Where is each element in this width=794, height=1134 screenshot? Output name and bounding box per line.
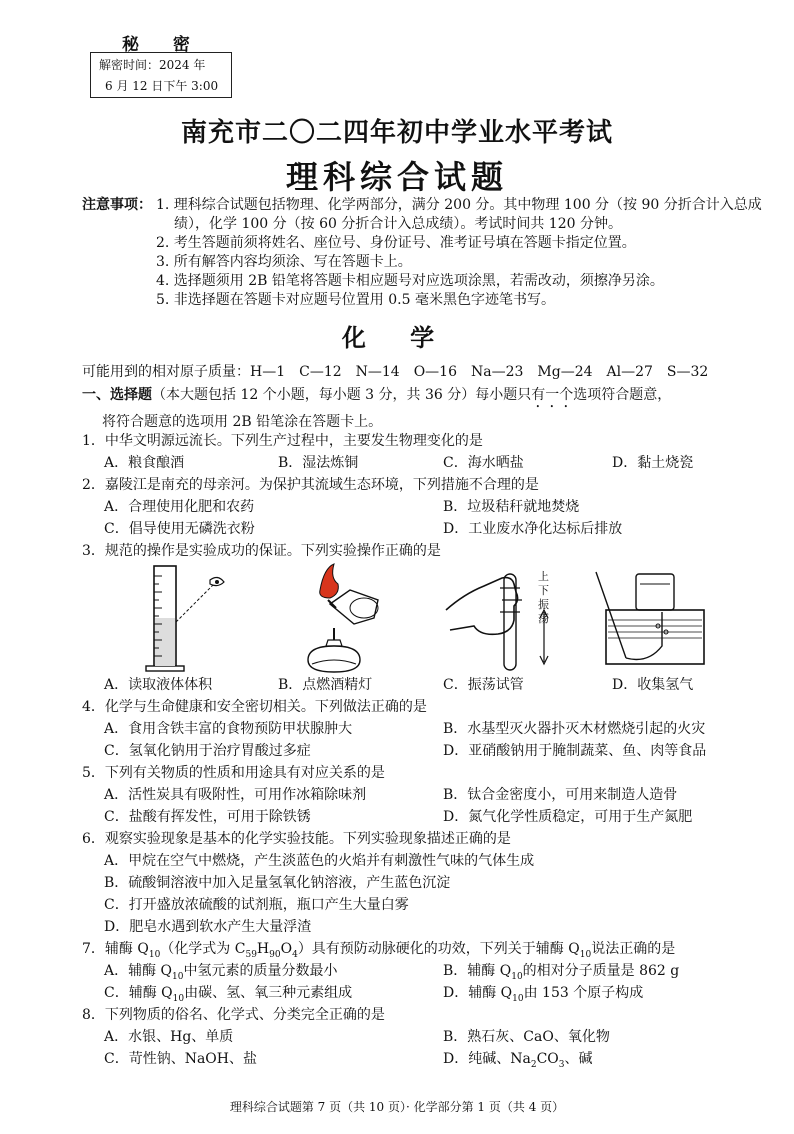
question-2-stem: 2．嘉陵江是南充的母亲河。为保护其流域生态环境，下列措施不合理的是 <box>82 477 539 493</box>
q2-option-d[interactable]: D．工业废水净化达标后排放 <box>443 521 623 537</box>
q1-option-b[interactable]: B．湿法炼铜 <box>278 455 359 471</box>
exam-title: 南充市二〇二四年初中学业水平考试 <box>180 118 613 148</box>
section-desc: （本大题包括 12 个小题，每小题 3 分，共 36 分）每小题只 <box>152 387 532 403</box>
q8-option-d[interactable] <box>443 1048 593 1076</box>
q4-option-d[interactable]: D．亚硝酸钠用于腌制蔬菜、鱼、肉等食品 <box>443 743 707 759</box>
q4-option-a[interactable]: A．食用含铁丰富的食物预防甲状腺肿大 <box>104 721 353 737</box>
q8-d-text: CO <box>536 1051 559 1067</box>
paper-title: 理科综合试题 <box>285 158 508 196</box>
question-5-stem: 5．下列有关物质的性质和用途具有对应关系的是 <box>82 765 385 781</box>
section-desc-end: 选项符合题意， <box>573 387 672 403</box>
notes-label: 注意事项： <box>82 197 152 213</box>
note-item: 4. 选择题须用 2B 铅笔将答题卡相应题号对应选项涂黑，若需改动，须擦净另涂。 <box>156 273 664 289</box>
q2-option-a[interactable]: A．合理使用化肥和农药 <box>104 499 255 515</box>
alcohol-lamp-figure <box>290 560 400 676</box>
q6-option-b[interactable]: B．硫酸铜溶液中加入足量氢氧化钠溶液，产生蓝色沉淀 <box>104 875 451 891</box>
q7-formula-part: O <box>280 941 293 957</box>
q8-option-c[interactable]: C．苛性钠、NaOH、盐 <box>104 1051 257 1067</box>
q3-option-a[interactable]: A．读取液体体积 <box>104 677 213 693</box>
subject-title: 化 学 <box>341 323 453 352</box>
question-4-stem: 4．化学与生命健康和安全密切相关。下列做法正确的是 <box>82 699 427 715</box>
q5-option-a[interactable]: A．活性炭具有吸附性，可用作冰箱除味剂 <box>104 787 367 803</box>
q7-c-text: 由碳、氢、氧三种元素组成 <box>184 985 353 1001</box>
q7-d-text: 由 153 个原子构成 <box>523 985 644 1001</box>
q1-option-a[interactable]: A．粮食酿酒 <box>104 455 185 471</box>
note-item: 5. 非选择题在答题卡对应题号位置用 0.5 毫米黑色字迹笔书写。 <box>156 292 555 308</box>
note-item: 1. 理科综合试题包括物理、化学两部分，满分 200 分。其中物理 100 分（按 90 分折合计入总成绩），化学 100 分（按 60 分折合计入总成绩）。考试时间共 120 分钟。 <box>156 197 762 232</box>
q7-stem-part: 说法正确的是 <box>591 941 676 957</box>
shake-label: 上下振荡 <box>538 570 549 625</box>
q8-d-text: 、碱 <box>564 1051 593 1067</box>
note-item: 3. 所有解答内容均须涂、写在答题卡上。 <box>156 254 412 270</box>
page-footer: 理科综合试题第 7 页（共 10 页）· 化学部分第 1 页（共 4 页） <box>229 1100 565 1114</box>
q7-b-text: 的相对分子质量是 862 g <box>522 963 680 979</box>
q7-subscript: 10 <box>579 949 592 960</box>
unseal-line-2: 6 月 12 日下午 3:00 <box>105 79 219 93</box>
q3-option-d[interactable]: D．收集氢气 <box>612 677 694 693</box>
q5-option-c[interactable]: C．盐酸有挥发性，可用于除铁锈 <box>104 809 311 825</box>
gas-collection-figure <box>588 568 708 676</box>
q8-subscript: 2 <box>530 1059 537 1070</box>
question-1-stem: 1．中华文明源远流长。下列生产过程中，主要发生物理变化的是 <box>82 433 483 449</box>
q6-option-a[interactable]: A．甲烷在空气中燃烧，产生淡蓝色的火焰并有刺激性气味的气体生成 <box>104 853 535 869</box>
q7-stem-part: （化学式为 C <box>160 941 246 957</box>
q7-stem-part: 7．辅酶 Q <box>82 941 149 957</box>
q8-option-a[interactable]: A．水银、Hg、单质 <box>104 1029 234 1045</box>
q7-subscript: 4 <box>292 949 298 960</box>
q7-subscript: 59 <box>245 949 257 960</box>
unseal-line-1: 解密时间：2024 年 <box>99 58 206 72</box>
unseal-time-box <box>90 52 232 98</box>
section-head: 一、选择题 <box>82 387 152 403</box>
q4-option-b[interactable]: B．水基型灭火器扑灭木材燃烧引起的火灾 <box>443 721 706 737</box>
q6-option-d[interactable]: D．肥皂水遇到软水产生大量浮渣 <box>104 919 312 935</box>
section-desc-line2: 将符合题意的选项用 2B 铅笔涂在答题卡上。 <box>102 414 383 430</box>
q7-subscript: 10 <box>148 949 161 960</box>
graduated-cylinder-figure <box>118 562 238 674</box>
secret-label: 秘 密 <box>122 35 204 55</box>
q2-option-b[interactable]: B．垃圾秸秆就地焚烧 <box>443 499 580 515</box>
question-6-stem: 6．观察实验现象是基本的化学实验技能。下列实验现象描述正确的是 <box>82 831 511 847</box>
q5-option-b[interactable]: B．钛合金密度小，可用来制造人造骨 <box>443 787 678 803</box>
q7-subscript: 90 <box>269 949 281 960</box>
q8-option-b[interactable]: B．熟石灰、CaO、氧化物 <box>443 1029 610 1045</box>
q7-subscript: 10 <box>172 993 185 1004</box>
q7-subscript: 10 <box>172 971 184 982</box>
q3-option-c[interactable]: C．振荡试管 <box>443 677 524 693</box>
q3-option-b[interactable]: B．点燃酒精灯 <box>278 677 373 693</box>
q7-c-text: C．辅酶 Q <box>104 985 173 1001</box>
q7-formula-part: H <box>256 941 270 957</box>
q6-option-c[interactable]: C．打开盛放浓硫酸的试剂瓶，瓶口产生大量白雾 <box>104 897 409 913</box>
q7-subscript: 10 <box>512 993 524 1004</box>
q4-option-c[interactable]: C．氢氧化钠用于治疗胃酸过多症 <box>104 743 311 759</box>
q8-subscript: 3 <box>558 1059 565 1070</box>
section-heading <box>82 384 782 433</box>
q7-subscript: 10 <box>511 971 523 982</box>
q7-d-text: D．辅酶 Q <box>443 985 513 1001</box>
q2-option-c[interactable]: C．倡导使用无磷洗衣粉 <box>104 521 255 537</box>
atomic-masses: 可能用到的相对原子质量：H—1 C—12 N—14 O—16 Na—23 Mg—24 Al—27 S—32 <box>82 364 709 380</box>
q1-option-d[interactable]: D．黏土烧瓷 <box>612 455 694 471</box>
emphasis-text: 有一个 <box>531 387 574 403</box>
notes-block <box>82 196 772 310</box>
q7-b-text: B．辅酶 Q <box>443 963 512 979</box>
q1-option-c[interactable]: C．海水晒盐 <box>443 455 524 471</box>
question-8-stem: 8．下列物质的俗名、化学式、分类完全正确的是 <box>82 1007 385 1023</box>
q7-stem-part: ）具有预防动脉硬化的功效，下列关于辅酶 Q <box>297 941 580 957</box>
q8-d-text: D．纯碱、Na <box>443 1051 531 1067</box>
q7-a-text: A．辅酶 Q <box>104 963 173 979</box>
question-3-stem: 3．规范的操作是实验成功的保证。下列实验操作正确的是 <box>82 543 441 559</box>
q5-option-d[interactable]: D．氮气化学性质稳定，可用于生产氮肥 <box>443 809 693 825</box>
note-item: 2. 考生答题前须将姓名、座位号、身份证号、准考证号填在答题卡指定位置。 <box>156 235 636 251</box>
q7-a-text: 中氢元素的质量分数最小 <box>183 963 338 979</box>
